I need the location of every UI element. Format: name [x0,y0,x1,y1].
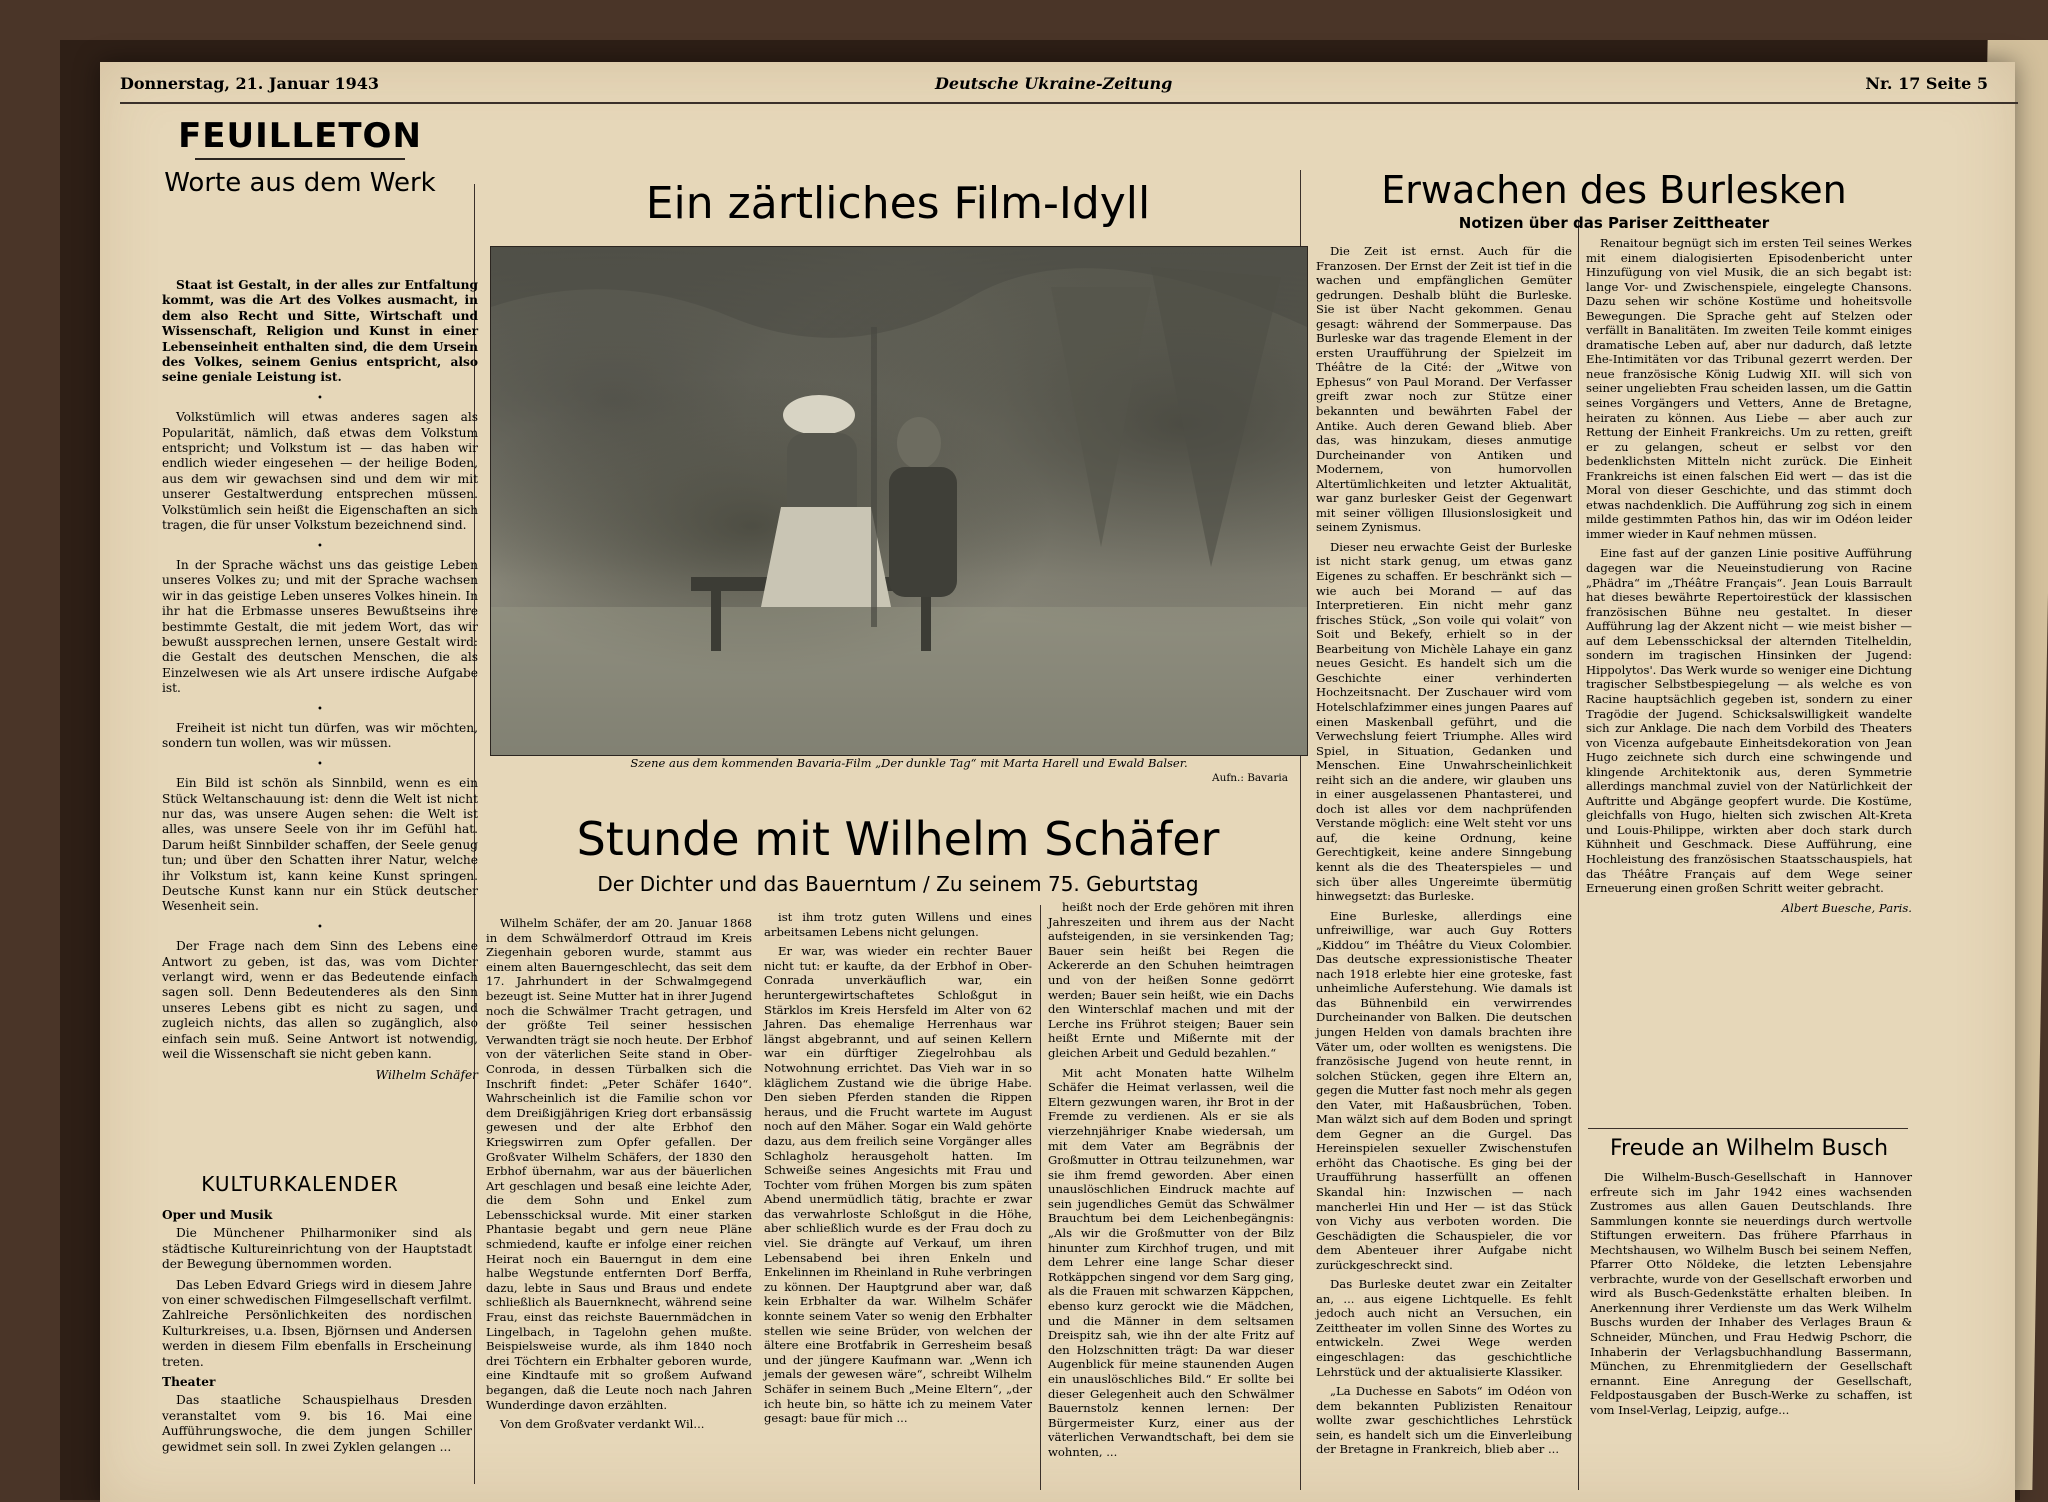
header-rule [120,102,2018,104]
article-title-worte: Worte aus dem Werk [164,168,436,198]
schaefer-paragraph: ist ihm trotz guten Willens und eines arbeitsamen Lebens nicht gelungen. [764,910,1032,939]
separator-dot: • [317,392,323,404]
burlesken-signature: Albert Buesche, Paris. [1781,900,1912,915]
section-rule [1588,1128,1908,1129]
burlesken-paragraph: Eine fast auf der ganzen Linie positive Aufführung dagegen war die Neueinstudierung von Racine „Phädra“ im „Théâtre Français“. Jean Louis Barrault hat dieses bewährte Repertoirestück der klassischen französischen Bühne neu gestaltet. In dieser Aufführung lag der Akzent nicht — wie meist bisher — auf dem Lebensschicksal der alternden Titelheldin, sondern im tragischen Hinsinken der Jugend: Hippolytos'. Das Werk wurde so weniger eine Dichtung tragischer Selbstbespiegelung — als welche es von Racine hauptsächlich gegeben ist, sondern zu einer Tragödie der Jugend. Schicksalswilligkeit wandelte sich zur Anklage. Die nach dem Vorbild des Theaters von Vicenza aufgebaute Einheitsdekoration von Jean Hugo zeichnete sich durch eine schwingende und klingende Architektonik aus, deren Symmetrie allerdings manchmal zuviel von der Natürlichkeit der Auftritte und Abgänge geopfert wurde. Die Kostüme, gleichfalls von Hugo, hielten sich zwischen Alt-Kreta und Louis-Philippe, wirkten aber doch stark durch Kühnheit und Geschmack. Diese Aufführung, eine Hochleistung des französischen Staatsschauspiels, hat das Théâtre Français auf dem Wege seiner Erneuerung einen großen Schritt weiter gebracht. [1586,546,1912,896]
schaefer-column-2 [764,910,1032,1431]
kulturkalender-subhead: Oper und Musik [162,1208,273,1222]
film-still-illustration [491,247,1307,755]
burlesken-paragraph: Das Burleske deutet zwar ein Zeitalter an, ... aus eigene Lichtquelle. Es fehlt jedoch auch nicht an Versuchen, ein Zeittheater im vollen Sinne des Wortes zu entwickeln. Zwei Wege werden eingeschlagen: das geschichtliche Lehrstück und der aktualisierte Klassiker. [1316,1277,1572,1379]
feuilleton-paragraph: Volkstümlich will etwas anderes sagen als Popularität, nämlich, daß etwas dem Volkstum entspricht; und Volkstum ist — das haben wir endlich wieder eingesehen — der heilige Boden, aus dem wir gewachsen sind und dem wir mit unserer Gestaltwerdung entsprechen müssen. Volkstümlich sein heißt die Eigenschaften an sich tragen, die für unser Volkstum bezeichnend sind. [162,410,478,533]
article-subtitle-burlesken: Notizen über das Pariser Zeittheater [1458,214,1770,232]
burlesken-paragraph: Renaitour begnügt sich im ersten Teil seines Werkes mit einem dialogisierten Episodenbericht unter Hinzufügung von viel Musik, die an sich begabt ist: lange Vor- und Zwischenspiele, eingelegte Chansons. Dazu sehen wir schöne Kostüme und hoheitsvolle Bewegungen. Die Sprache geht auf Stelzen oder verfällt in Banalitäten. Im zweiten Teile kommt einiges dramatische Leben auf, aber nur dadurch, daß letzte Ehe-Intimitäten vor das Tribunal gezerrt werden. Der neue französische König Ludwig XII. will sich von seiner ungeliebten Frau scheiden lassen, um die Gattin seines Vorgängers und Vetters, Anne de Bretagne, heiraten zu können. Aus Liebe — aber auch zur Rettung der Einheit Frankreichs. Um zu retten, greift er zu gelangen, scheut er selbst vor den bedenklichsten Mitteln nicht zurück. Die Einheit Frankreichs ist einen falschen Eid wert — das ist die Moral von dieser Geschichte, und das stimmt doch etwas nachdenklich. Die Aufführung zog sich in einem milde gestimmten Pathos hin, das wir im Odéon leider immer wieder in Kauf nehmen müssen. [1586,236,1912,541]
kulturkalender-paragraph: Das staatliche Schauspielhaus Dresden veranstaltet vom 9. bis 16. Mai eine Aufführungswoche, die dem jungen Schiller gewidmet sein soll. In zwei Zyklen gelangen ... [162,1393,472,1454]
schaefer-paragraph: Wilhelm Schäfer, der am 20. Januar 1868 in dem Schwälmerdorf Ottraud im Kreis Ziegenhain geboren wurde, stammt aus einem alten Bauerngeschlecht, das seit dem 17. Jahrhundert in der Schwalmgegend bezeugt ist. Seine Mutter hat in ihrer Jugend noch die Schwälmer Tracht getragen, und der größte Teil seiner hessischen Verwandten trägt sie noch heute. Der Erbhof von der väterlichen Seite stand in Ober-Conroda, in dessen Türbalken sich die Inschrift findet: „Peter Schäfer 1640“. Wahrscheinlich ist die Familie schon vor dem Dreißigjährigen Krieg dort erbansässig gewesen und der alte Erbhof den Kriegswirren zum Opfer gefallen. Der Großvater Wilhelm Schäfers, der 1830 den Erbhof übernahm, war aus der bäuerlichen Art geschlagen und besaß eine leichte Ader, die dem Sohn und Enkel zum Lebensschicksal wurde. Mit einer starken Phantasie begabt und gern neue Pläne schmiedend, kaufte er infolge einer reichen Heirat noch ein Bauerngut in dem eine halbe Wegstunde entfernten Dorf Berffa, dazu, lebte in Saus und Braus und endete schließlich als Bauernknecht, während seine Frau, einst das reichste Bauernmädchen in Lingelbach, in Tagelohn gehen mußte. Beispielsweise wurde, als ihm 1840 noch drei Töchtern ein Erbhalter geboren wurde, eine Kindtaufe mit so großem Aufwand begangen, daß die Leute noch nach Jahren Wunderdinge davon erzählten. [486,916,752,1412]
photo-caption: Szene aus dem kommenden Bavaria-Film „Der dunkle Tag“ mit Marta Harell und Ewald Balser. [630,756,1188,770]
separator-dot: • [317,921,323,933]
section-title-feuilleton: FEUILLETON [142,116,458,160]
burlesken-paragraph: Eine Burleske, allerdings eine unfreiwillige, war auch Guy Rotters „Kiddou“ im Théâtre du Vieux Colombier. Das deutsche expressionistische Theater nach 1918 erlebte hier eine groteske, fast unheimliche Auferstehung. Wie damals ist das Bühnenbild ein verwirrendes Durcheinander von Balken. Die deutschen jungen Helden von damals brachten ihre Väter um, oder wollten es wenigstens. Die französische Jugend von heute rennt, in solchen Stücken, gegen ihre Eltern an, gegen die Mutter fast noch mehr als gegen den Vater, mit Haßausbrüchen, Toben. Man wälzt sich auf dem Boden und springt dem Gegner an die Gurgel. Das Hereinspielen sexueller Zwischenstufen erhöht das Chaotische. Es ging bei der Uraufführung hasserfüllt an offenen Skandal hin: Inzwischen — nach mancherlei Hin und Her — ist das Stück von Vichy aus verboten worden. Die Geschädigten die Schauspieler, die vor dem Abenteuer ihrer Aufgabe nicht zurückgeschreckt sind. [1316,908,1572,1272]
kulturkalender-subhead: Theater [162,1375,216,1390]
header-date: Donnerstag, 21. Januar 1943 [120,74,380,93]
column-rule [1040,905,1041,1490]
article-title-busch: Freude an Wilhelm Busch [1609,1136,1889,1161]
article-title-burlesken: Erwachen des Burlesken [1381,168,1847,212]
burlesken-paragraph: „La Duchesse en Sabots“ im Odéon von dem bekannten Publizisten Renaitour wollte zwar geschichtliches Lehrstück sein, es handelt sich um die Einverleibung der Bretagne in Frankreich, blieb aber ... [1316,1384,1572,1457]
column-rule [1578,220,1579,1490]
feuilleton-paragraph: In der Sprache wächst uns das geistige Leben unseres Volkes zu; und mit der Sprache wachsen wir in das geistige Leben unseres Volkes hinein. In ihr hat die Erbmasse unseres Bewußtseins ihre bestimmte Gestalt, die mit jedem Wort, das wir bewußt aussprechen lernen, unsere Gestalt wird: die Gestalt des deutschen Menschen, die als Einzelwesen wie als Art unsere irdische Aufgabe ist. [162,557,478,696]
schaefer-column-1 [486,916,752,1437]
burlesken-column-1 [1316,244,1572,1462]
feuilleton-signature: Wilhelm Schäfer [375,1067,478,1082]
kulturkalender-body [162,1206,472,1460]
busch-paragraph: Die Wilhelm-Busch-Gesellschaft in Hannover erfreute sich im Jahr 1942 eines wachsenden Zustromes aus allen Gauen Deutschlands. Ihre Sammlungen konnte sie neuerdings durch wertvolle Stiftungen erweitern. Das frühere Pfarrhaus in Mechtshausen, wo Wilhelm Busch bei seinem Neffen, Pfarrer Otto Nöldeke, die letzten Lebensjahre verbrachte, wurde von der Gesellschaft erworben und wird als Busch-Gedenkstätte erhalten bleiben. In Anerkennung ihrer Verdienste um das Werk Wilhelm Buschs wurden der Inhaber des Verlages Braun & Schneider, München, und Frau Hedwig Pschorr, die Inhaberin der Verlagsbuchhandlung Bassermann, München, zu Ehrenmitgliedern der Gesellschaft ernannt. Eine Anregung der Gesellschaft, Feldpostausgaben der Busch-Werke zu schaffen, ist vom Insel-Verlag, Leipzig, aufge... [1590,1170,1912,1417]
feuilleton-paragraph: Staat ist Gestalt, in der alles zur Entfaltung kommt, was die Art des Volkes ausmacht, in dem also Recht und Sitte, Wirtschaft und Wissenschaft, Religion und Kunst in einer Lebenseinheit enthalten sind, die dem Ursein des Volkes, seinem Genius entspricht, also seine geniale Leistung ist. [162,278,478,385]
film-still-photo [490,246,1308,756]
separator-dot: • [317,703,323,715]
burlesken-paragraph: Dieser neu erwachte Geist der Burleske ist nicht stark genug, um etwas ganz Eigenes zu schaffen. Er beschränkt sich — wie auch bei Morand — auf das Interpretieren. Ein nicht mehr ganz frisches Stück, „Son voile qui volait“ von Soit und Bekefy, erhielt so in der Bearbeitung von Michèle Lahaye ein ganz neues Gesicht. Es handelt sich um die Geschichte einer verhinderten Hochzeitsnacht. Der Zuschauer wird vom Hotelschlafzimmer eines jungen Paares auf einen Maskenball geführt, und die Verwechslung feiert Triumphe. Alles wird Spiel, in Situation, Gedanken und Menschen. Eine Unwahrscheinlichkeit reiht sich an die andere, wir glauben uns in einer ausgelassenen Phantasterei, und doch ist alles vor dem nachprüfenden Verstande möglich: eine Welt steht vor uns auf, die keine Ordnung, keine Gerechtigkeit, keine andere Sinngebung kennt als die des Theaterspieles — und sich über alles Ungereimte übermütig hinwegsetzt: das Burleske. [1316,539,1572,904]
schaefer-paragraph: heißt noch der Erde gehören mit ihren Jahreszeiten und ihrem aus der Nacht aufsteigenden, in sie versinkenden Tag; Bauer sein heißt bei Regen die Ackererde an den Schuhen heimtragen und von der heißen Sonne gedörrt werden; Bauer sein heißt, wie ein Dachs den Winterschlaf machen und mit der Lerche ins Frührot steigen; Bauer sein heißt Ernte und Mißernte mit der gleichen Arbeit und Geduld bezahlen.“ [1048,900,1294,1060]
header-issue: Nr. 17 Seite 5 [1865,74,1988,93]
feuilleton-body [162,278,478,1093]
article-title-film: Ein zärtliches Film-Idyll [645,178,1151,229]
busch-body [1590,1170,1912,1422]
separator-dot: • [317,540,323,552]
schaefer-paragraph: Mit acht Monaten hatte Wilhelm Schäfer die Heimat verlassen, weil die Eltern gezwungen waren, ihr Brot in der Fremde zu verdienen. Als er sie als vierzehnjähriger Knabe wiedersah, um mit dem Vater am Begräbnis der Großmutter in Ottrau teilzunehmen, war sie ihm fremd geworden. Aber einen unauslöschlichen Eindruck machte auf sein jugendliches Gemüt das Schwälmer Brauchtum bei dem Leichenbegängnis: „Als wir die Großmutter von der Bilz hinunter zum Kirchhof trugen, und mit dem Lehrer eine lange Schar dieser Rotkäppchen singend vor dem Sarg ging, als die Frauen mit schwarzen Käppchen, ebenso kurz gerockt wie die Mädchen, und die Männer in dem seltsamen Dreispitz sah, wie ihn der alte Fritz auf den Holzschnitten trägt: Da war dieser Augenblick für meine staunenden Augen ein unauslöschliches Bild.“ Er sollte bei dieser Gelegenheit auch den Schwälmer Bauernstolz kennen lernen: Der Bürgermeister Kurz, einer aus der väterlichen Verwandtschaft, bei dem sie wohnten, ... [1048,1065,1294,1459]
feuilleton-paragraph: Freiheit ist nicht tun dürfen, was wir möchten, sondern tun wollen, was wir müssen. [162,720,478,751]
article-subtitle-schaefer: Der Dichter und das Bauerntum / Zu seinem 75. Geburtstag [597,872,1199,896]
header-paper-name: Deutsche Ukraine-Zeitung [935,74,1173,93]
kulturkalender-paragraph: Die Münchener Philharmoniker sind als städtische Kultureinrichtung von der Hauptstadt der Bewegung übernommen worden. [162,1226,472,1272]
schaefer-paragraph: Von dem Großvater verdankt Wil... [500,1417,705,1432]
kulturkalender-paragraph: Das Leben Edvard Griegs wird in diesem Jahre von einer schwedischen Filmgesellschaft verfilmt. Zahlreiche Persönlichkeiten des nordischen Kulturkreises, u.a. Ibsen, Björnsen und Andersen werden in diesem Film ebenfalls in Erscheinung treten. [162,1277,472,1369]
page-header [120,74,2028,104]
article-title-schaefer: Stunde mit Wilhelm Schäfer [576,812,1220,866]
schaefer-paragraph: Er war, was wieder ein rechter Bauer nicht tut: er kaufte, da der Erbhof in Ober-Conrada unverkäuflich war, ein heruntergewirtschaftetes Schloßgut in Stärklos im Kreis Hersfeld im Alter von 62 Jahren. Das ehemalige Herrenhaus war längst abgebrannt, und auf seinen Kellern war ein dürftiger Ziegelrohbau als Notwohnung errichtet. Das Vieh war in so kläglichem Zustand wie die übrige Habe. Den sieben Pferden standen die Rippen heraus, und die Frucht wartete im August noch auf den Mäher. Sogar ein Wald gehörte dazu, aus dem freilich seine Vorgänger alles Schlagholz herausgeholt hatten. Im Schweiße seines Angesichts mit Frau und Tochter vom frühen Morgen bis zum späten Abend unermüdlich tätig, brachte er zwar das verwahrloste Schloßgut in die Höhe, aber schließlich wurde es der Frau doch zu viel. Sie drängte auf Verkauf, um ihren Lebensabend bei ihren Enkeln und Enkelinnen im Rheinland in Ruhe verbringen zu können. Der Hauptgrund aber war, daß kein Erbhalter da war. Wilhelm Schäfer konnte seinem Vater so wenig den Erbhalter stellen wie seine Brüder, von welchen der ältere eine Brotfabrik in Gerresheim besaß und der jüngere Kaufmann war. „Wenn ich jemals der gewesen wäre“, schreibt Wilhelm Schäfer in seinem Buch „Meine Eltern“, „der ich heute bin, so hätte ich zu meinem Vater gesagt: baue für mich ... [764,944,1032,1426]
separator-dot: • [317,758,323,770]
schaefer-column-3 [1048,900,1294,1465]
section-title-kulturkalender: KULTURKALENDER [201,1172,399,1196]
burlesken-column-2 [1586,236,1912,925]
burlesken-paragraph: Die Zeit ist ernst. Auch für die Franzosen. Der Ernst der Zeit ist tief in die wachen und empfänglichen Gemüter gedrungen. Deshalb blüht die Burleske. Sie ist über Nacht gekommen. Genau gesagt: während der Sommerpause. Das Burleske war das tragende Element in der ersten Uraufführung der Spielzeit im Théâtre de la Cité: der „Witwe von Ephesus“ von Paul Morand. Der Verfasser greift zwar noch zur Stütze einer bekannten und bewährten Fabel der Antike. Auch deren Gewand blieb. Aber das, was hinzukam, dieses anmutige Durcheinander von Antiken und Modernem, von humorvollen Altertümlichkeiten und letzter Aktualität, war ganz burlesker Geist der Gegenwart mit seiner völligen Illusionslosigkeit und seinem Zynismus. [1316,244,1572,535]
photo-credit: Aufn.: Bavaria [1212,772,1289,784]
feuilleton-paragraph: Ein Bild ist schön als Sinnbild, wenn es ein Stück Weltanschauung ist: denn die Welt ist nicht nur das, was unsere Augen sehen: die Welt ist alles, was unsere Seele von ihr im Gefühl hat. Darum heißt Sinnbilder schaffen, der Seele genug tun; und über den Schatten ihrer Natur, welche ihr Volkstum ist, kann keine Kunst springen. Deutsche Kunst kann nur ein Stück deutscher Wesenheit sein. [162,776,478,914]
feuilleton-paragraph: Der Frage nach dem Sinn des Lebens eine Antwort zu geben, ist das, was vom Dichter verlangt wird, wenn er das Bedeutende einfach sagen soll. Denn Bedeutenderes als den Sinn unseres Lebens gibt es nicht zu sagen, und zugleich nichts, das allen so zugänglich, also einfach sein muß. Seine Antwort ist notwendig, weil die Wissenschaft sie nicht geben kann. [162,939,478,1062]
